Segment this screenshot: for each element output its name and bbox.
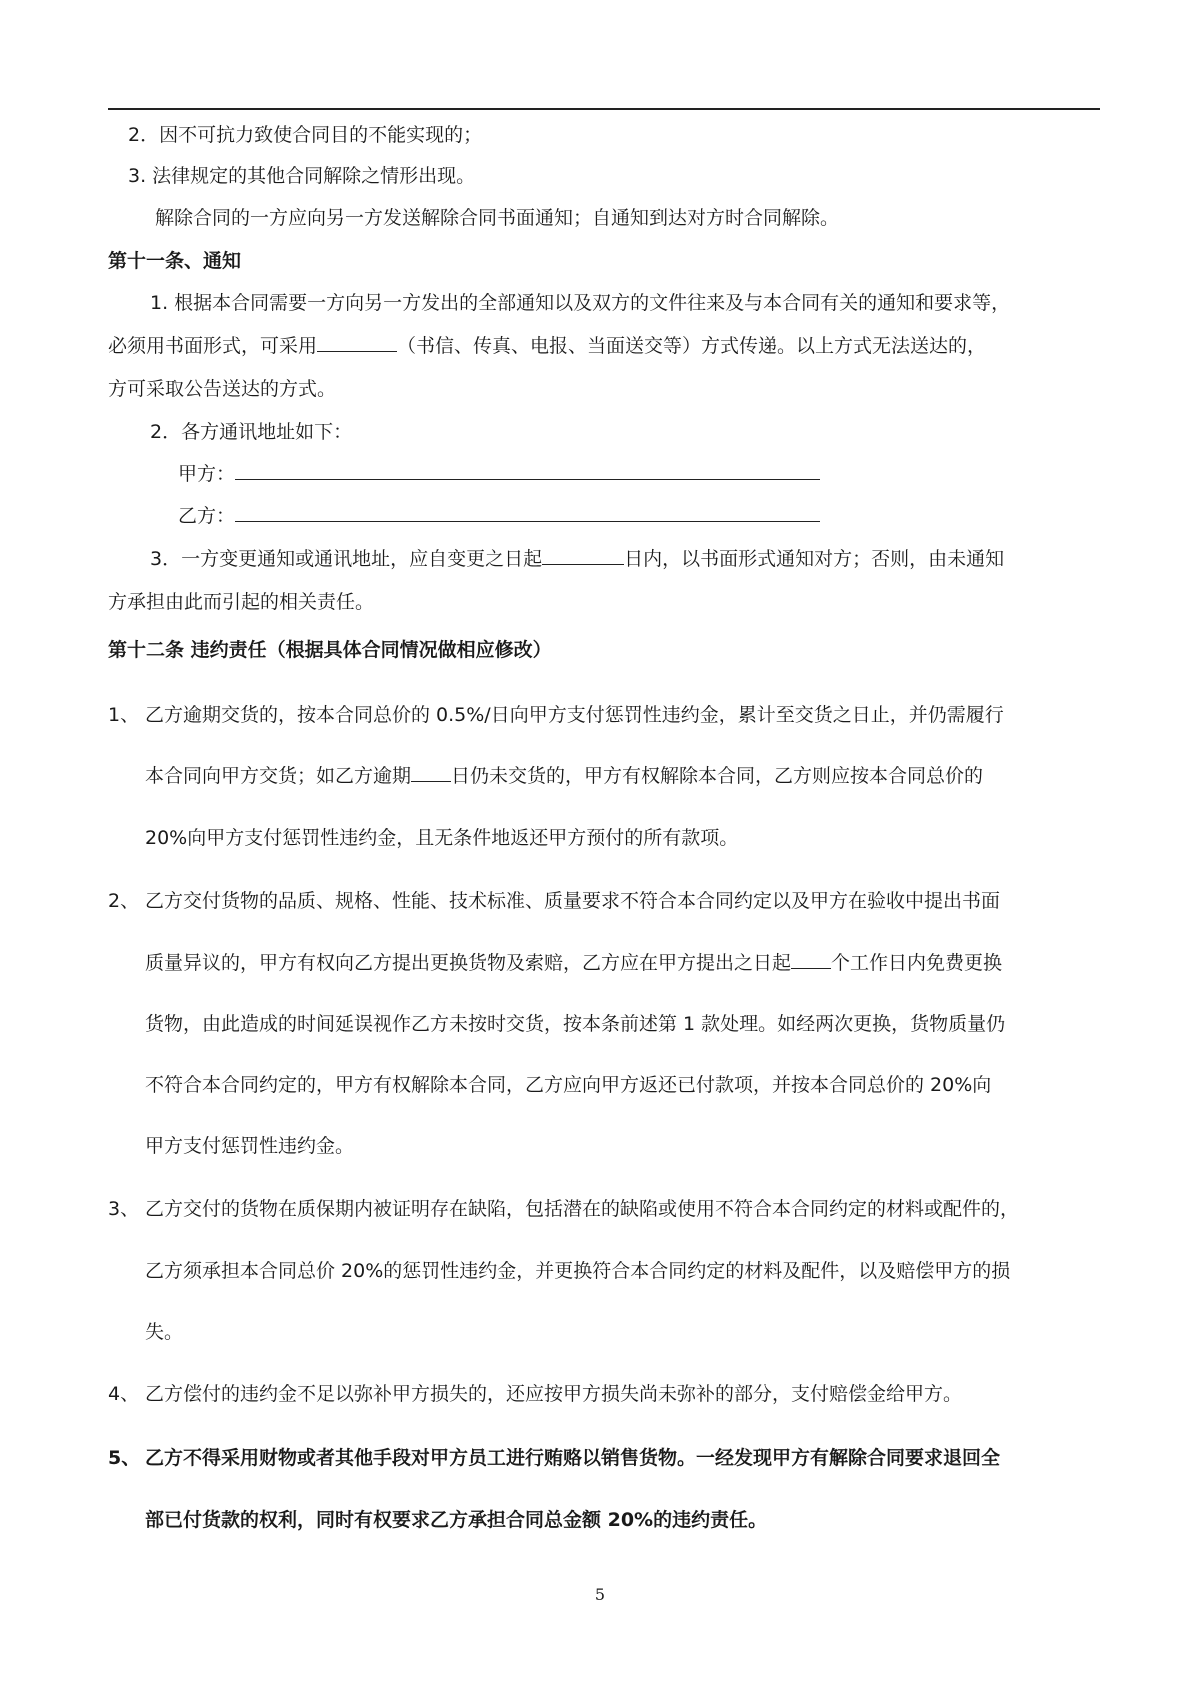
s12-item-1-line1: 乙方逾期交货的，按本合同总价的 0.5%/日向甲方支付惩罚性违约金，累计至交货之日止，并仍需履行 <box>145 704 1004 726</box>
s12-item-3-line1: 乙方交付的货物在质保期内被证明存在缺陷，包括潜在的缺陷或使用不符合本合同约定的材料或配件的， <box>145 1198 1020 1220</box>
s11-p1-line2 <box>108 333 986 359</box>
s11-p2: 2．各方通讯地址如下： <box>150 421 353 443</box>
notice-method-blank[interactable] <box>317 333 397 352</box>
s12-item-2-number: 2、 <box>108 890 140 912</box>
replacement-days-blank[interactable] <box>791 950 831 969</box>
s12-item-2-line2-a: 质量异议的，甲方有权向乙方提出更换货物及索赔，乙方应在甲方提出之日起 <box>145 952 792 974</box>
s11-p3-line2: 方承担由此而引起的相关责任。 <box>108 591 375 613</box>
s12-item-5-number: 5、 <box>108 1447 141 1469</box>
s12-item-2-line2-b: 个工作日内免费更换 <box>831 952 1003 974</box>
party-b-label: 乙方： <box>178 505 236 527</box>
s11-p1-line2-a: 必须用书面形式，可采用 <box>108 335 318 357</box>
s12-item-1-line2 <box>145 763 983 789</box>
s12-item-5-line2: 部已付货款的权利，同时有权要求乙方承担合同总金额 20%的违约责任。 <box>145 1509 768 1531</box>
s12-item-2-line3: 货物，由此造成的时间延误视作乙方未按时交货，按本条前述第 1 款处理。如经两次更换，货物质量仍 <box>145 1013 1006 1035</box>
page-number: 5 <box>594 1585 606 1604</box>
s10-notice: 解除合同的一方应向另一方发送解除合同书面通知；自通知到达对方时合同解除。 <box>155 207 840 229</box>
s10-item-3: 3. 法律规定的其他合同解除之情形出现。 <box>128 165 476 187</box>
s12-item-1-number: 1、 <box>108 704 140 726</box>
s12-item-2-line2 <box>145 950 1002 976</box>
s12-item-2-line1: 乙方交付货物的品质、规格、性能、技术标准、质量要求不符合本合同约定以及甲方在验收中提出书面 <box>145 890 1001 912</box>
party-b-address-blank[interactable] <box>235 503 820 522</box>
s11-p1-line1: 1. 根据本合同需要一方向另一方发出的全部通知以及双方的文件往来及与本合同有关的通知和要求等， <box>150 292 1011 314</box>
s12-heading: 第十二条 违约责任（根据具体合同情况做相应修改） <box>108 639 552 661</box>
s12-item-3-line3: 失。 <box>145 1321 184 1343</box>
s12-item-1-line2-b: 日仍未交货的，甲方有权解除本合同，乙方则应按本合同总价的 <box>451 765 984 787</box>
party-b-address-row <box>178 503 820 529</box>
party-a-address-row <box>178 461 820 487</box>
s12-item-3-number: 3、 <box>108 1198 140 1220</box>
s12-item-4-number: 4、 <box>108 1383 140 1405</box>
s12-item-2-line4: 不符合本合同约定的，甲方有权解除本合同，乙方应向甲方返还已付款项，并按本合同总价的 20%向 <box>145 1074 992 1096</box>
s12-item-2-line5: 甲方支付惩罚性违约金。 <box>145 1135 355 1157</box>
s12-item-4-line1: 乙方偿付的违约金不足以弥补甲方损失的，还应按甲方损失尚未弥补的部分，支付赔偿金给甲方。 <box>145 1383 963 1405</box>
s11-p3-line1-b: 日内，以书面形式通知对方；否则，由未通知 <box>624 548 1005 570</box>
change-days-blank[interactable] <box>542 546 624 565</box>
party-a-address-blank[interactable] <box>235 461 820 480</box>
party-a-label: 甲方： <box>178 463 236 485</box>
s12-item-3-line2: 乙方须承担本合同总价 20%的惩罚性违约金，并更换符合本合同约定的材料及配件，以及赔偿甲方的损 <box>145 1260 1011 1282</box>
header-rule <box>108 108 1100 110</box>
s12-item-1-line3: 20%向甲方支付惩罚性违约金，且无条件地返还甲方预付的所有款项。 <box>145 827 739 849</box>
s11-p3-line1 <box>150 546 1004 572</box>
s11-p1-line2-b: （书信、传真、电报、当面送交等）方式传递。以上方式无法送达的， <box>397 335 987 357</box>
overdue-days-blank[interactable] <box>411 763 451 782</box>
s11-p1-line3: 方可采取公告送达的方式。 <box>108 378 337 400</box>
s12-item-1-line2-a: 本合同向甲方交货；如乙方逾期 <box>145 765 412 787</box>
s11-p3-line1-a: 3．一方变更通知或通讯地址，应自变更之日起 <box>150 548 543 570</box>
s10-item-2: 2．因不可抗力致使合同目的不能实现的； <box>128 124 483 146</box>
s12-item-5-line1: 乙方不得采用财物或者其他手段对甲方员工进行贿赂以销售货物。一经发现甲方有解除合同要求退回全 <box>145 1447 1001 1469</box>
s11-heading: 第十一条、通知 <box>108 250 242 272</box>
